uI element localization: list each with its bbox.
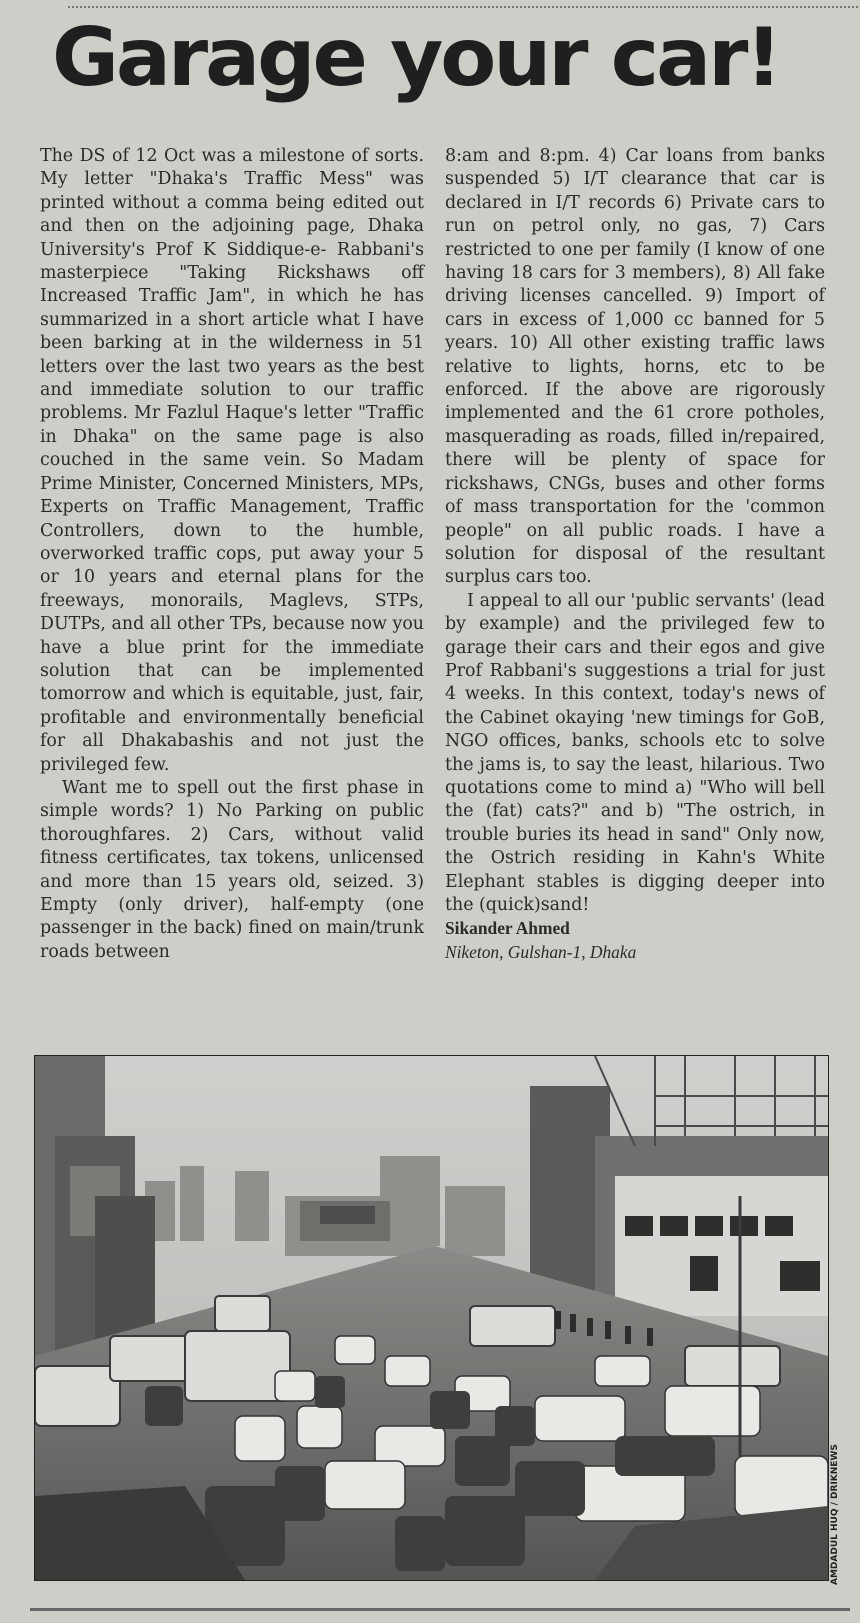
traffic-jam-photo: [34, 1055, 829, 1581]
letter-column-1: [40, 145, 424, 964]
signature-name: Sikander Ahmed: [445, 918, 570, 939]
signature-place: Niketon, Gulshan-1, Dhaka: [445, 941, 637, 962]
letter-column-2: [445, 145, 825, 964]
paragraph-3: 8:am and 8:pm. 4) Car loans from banks suspended 5) I/T clearance that car is declared in I/T records 6) Private cars to run on petrol only, no gas, 7) Cars restricted to one per family (I know of one having 18 cars for 3 members), 8) All fake driving licenses cancelled. 9) Import of cars in excess of 1,000 cc banned for 5 years. 10) All other existing traffic laws relative to lights, horns, etc to be enforced. If the above are rigorously implemented and the 61 crore potholes, masquerading as roads, filled in/repaired, there will be plenty of space for rickshaws, CNGs, buses and other forms of mass transportation for the 'common people" on all public roads. I have a solution for disposal of the resultant surplus cars too.: [445, 146, 825, 588]
paragraph-1: The DS of 12 Oct was a milestone of sorts. My letter "Dhaka's Traffic Mess" was printed without a comma being edited out and then on the adjoining page, Dhaka University's Prof K Siddique-e- Rabbani's masterpiece "Taking Rickshaws off Increased Traffic Jam", in which he has summarized in a short article what I have been barking at in the wilderness in 51 letters over the last two years as the best and immediate solution to our traffic problems. Mr Fazlul Haque's letter "Traffic in Dhaka" on the same page is also couched in the same vein. So Madam Prime Minister, Concerned Ministers, MPs, Experts on Traffic Management, Traffic Controllers, down to the humble, overworked traffic cops, put away your 5 or 10 years and eternal plans for the freeways, monorails, Maglevs, STPs, DUTPs, and all other TPs, because now you have a blue print for the immediate solution that can be implemented tomorrow and which is equitable, just, fair, profitable and environmentally beneficial for all Dhakabashis and not just the privileged few.: [40, 146, 424, 775]
headline: Garage your car!: [52, 11, 780, 104]
top-dotted-rule: [68, 6, 858, 8]
bottom-rule: [30, 1608, 850, 1611]
photo-credit: AMDADUL HUQ / DRIKNEWS: [830, 1444, 840, 1585]
traffic-photo-illustration: [35, 1056, 828, 1580]
paragraph-4: I appeal to all our 'public servants' (lead by example) and the privileged few to garage their cars and their egos and give Prof Rabbani's suggestions a trial for just 4 weeks. In this context, today's news of the Cabinet okaying 'new timings for GoB, NGO offices, banks, schools etc to solve the jams is, to say the least, hilarious. Two quotations come to mind a) "Who will bell the (fat) cats?" and b) "The ostrich, in trouble buries its head in sand" Only now, the Ostrich residing in Kahn's White Elephant stables is digging deeper into the (quick)sand!: [445, 590, 825, 915]
paragraph-2: Want me to spell out the first phase in simple words? 1) No Parking on public thoroughfares. 2) Cars, without valid fitness certificates, tax tokens, unlicensed and more than 15 years old, seized. 3) Empty (only driver), half-empty (one passenger in the back) fined on main/trunk roads between: [40, 777, 424, 962]
